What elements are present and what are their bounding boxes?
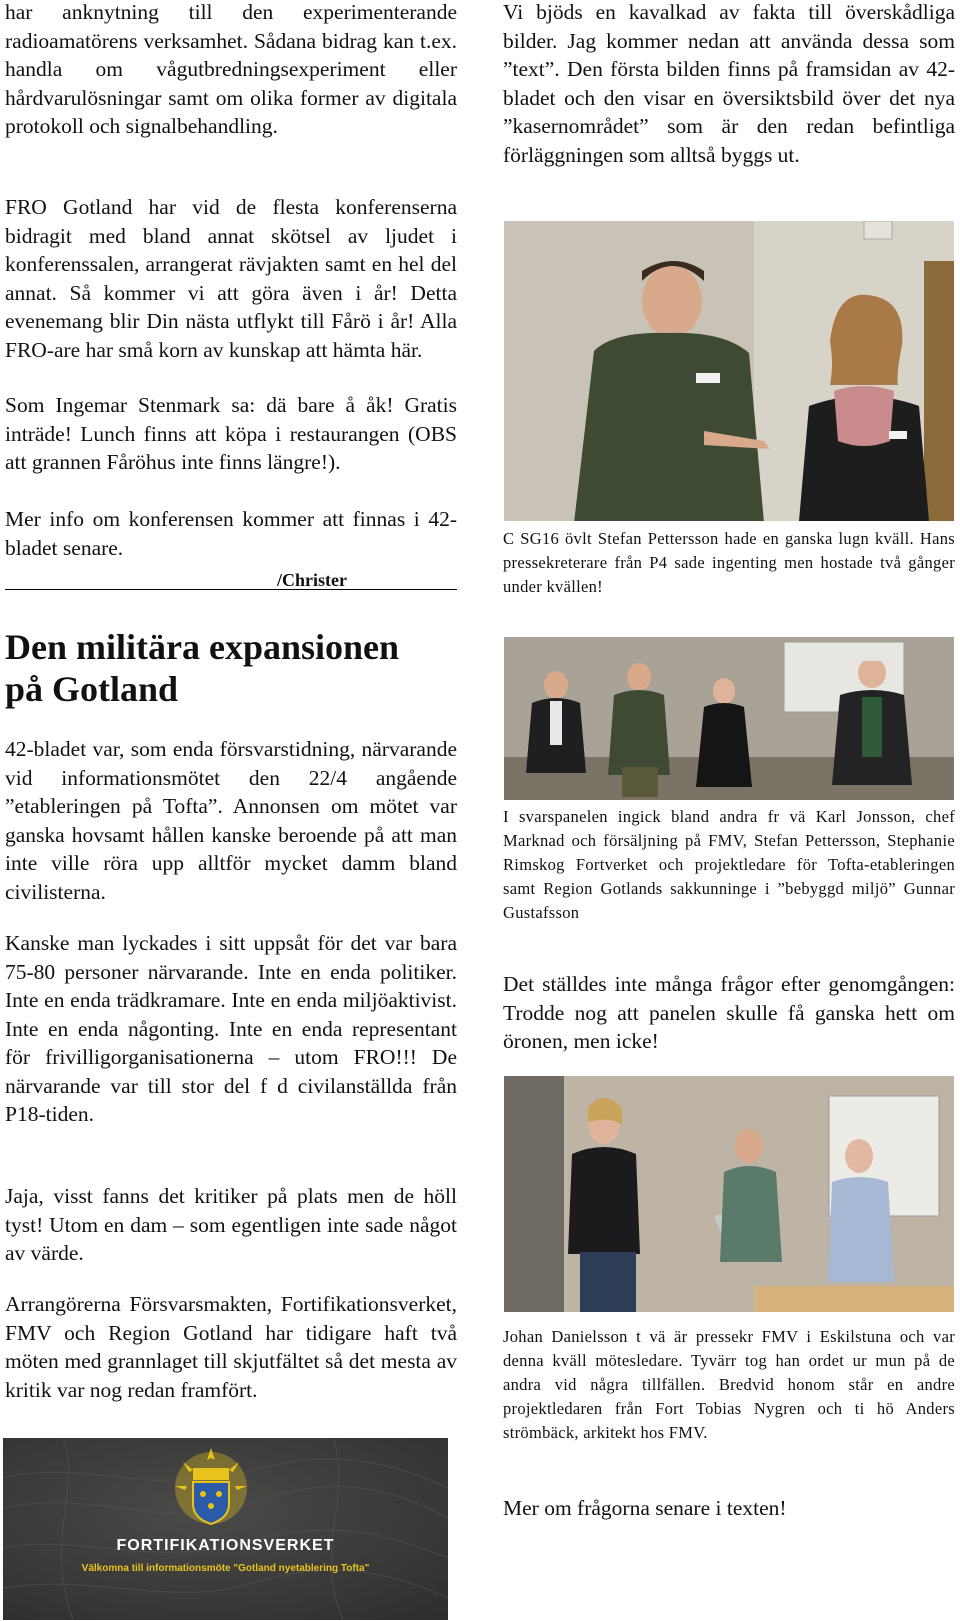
photo-speakers bbox=[504, 1076, 954, 1312]
article-heading bbox=[5, 626, 457, 710]
article-paragraph: Som Ingemar Stenmark sa: dä bare å åk! Gratis inträde! Lunch finns att köpa i restaurangen (OBS att grannen Fåröhus inte finns längre!). bbox=[5, 393, 457, 474]
slide-background bbox=[3, 1438, 448, 1620]
article-paragraph: Det ställdes inte många frågor efter genomgången: Trodde nog att panelen skulle få ganska hett om öronen, men icke! bbox=[503, 972, 955, 1053]
article-paragraph: Arrangörerna Försvarsmakten, Fortifikationsverket, FMV och Region Gotland har tidigare haft två möten med grannlaget till skjutfältet så det mesta av kritik var nog redan framfört. bbox=[5, 1292, 457, 1402]
article-paragraph: Mer om frågorna senare i texten! bbox=[503, 1496, 787, 1520]
photo-image bbox=[504, 1076, 954, 1312]
article-paragraph: Kanske man lyckades i sitt uppsåt för det var bara 75-80 personer närvarande. Inte en enda politiker. Inte en enda trädkramare. Inte en enda miljöaktivist. Inte en enda någonting. Inte en enda representant för frivilligorganisationerna – utom FRO!!! De närvarande var till stor del f d civilanställda från P18-tiden. bbox=[5, 931, 457, 1126]
photo-caption: I svarspanelen ingick bland andra fr vä Karl Jonsson, chef Marknad och försäljning på FMV, Stefan Pettersson, Stephanie Rimskog Fortverket och projektledare för Tofta-etableringen samt Region Gotlands sakkunninge i ”bebyggd miljö” Gunnar Gustafsson bbox=[503, 807, 955, 922]
photo-stefan-pettersson bbox=[504, 221, 954, 521]
photo-panel bbox=[504, 637, 954, 800]
article-paragraph: Jaja, visst fanns det kritiker på plats men de höll tyst! Utom en dam – som egentligen inte sade något av värde. bbox=[5, 1184, 457, 1265]
photo-image bbox=[504, 221, 954, 521]
photo-caption: C SG16 övlt Stefan Pettersson hade en ganska lugn kväll. Hans pressekreterare från P4 sade ingenting men hostade två gånger under kvällen! bbox=[503, 529, 955, 596]
slide-welcome-text: Välkomna till informationsmöte "Gotland nyetablering Tofta" bbox=[81, 1563, 370, 1574]
article-paragraph: Vi bjöds en kavalkad av fakta till överskådliga bilder. Jag kommer nedan att använda dessa som ”text”. Den första bilden finns på framsidan av 42-bladet och den visar en översiktsbild över det nya ”kasernområdet” som är den redan befintliga förläggningen som alltså byggs ut. bbox=[503, 0, 955, 167]
photo-image bbox=[504, 637, 954, 800]
slide-org-name: FORTIFIKATIONSVERKET bbox=[116, 1537, 335, 1554]
author-signature: /Christer bbox=[277, 570, 347, 590]
photo-caption: Johan Danielsson t vä är pressekr FMV i Eskilstuna och var denna kväll mötesledare. Tyvärr tog han ordet ur mun på de andra vid några tillfällen. Bredvid honom står en andre projektledaren från Fort Tobias Nygren och ti hö Anders strömbäck, arkitekt hos FMV. bbox=[503, 1327, 955, 1442]
slide-photo bbox=[3, 1438, 448, 1620]
article-paragraph: FRO Gotland har vid de flesta konferenserna bidragit med bland annat skötsel av ljudet i konferenssalen, arrangerat rävjakten samt en hel del annat. Så kommer vi att göra även i år! Detta evenemang blir Din nästa utflykt till Fårö i år! Alla FRO-are har små korn av kunskap att hämta här. bbox=[5, 195, 457, 362]
article-paragraph: har anknytning till den experimenterande radioamatörens verksamhet. Sådana bidrag kan t.ex. handla om vågutbredningsexperiment eller hårdvarulösningar samt om olika former av digitala protokoll och signalbehandling. bbox=[5, 0, 457, 138]
heading-line: Den militära expansionen bbox=[5, 627, 400, 667]
divider bbox=[5, 589, 457, 590]
signature-line bbox=[5, 570, 457, 600]
article-paragraph: Mer info om konferensen kommer att finnas i 42-bladet senare. bbox=[5, 507, 457, 560]
article-paragraph: 42-bladet var, som enda försvarstidning, närvarande vid informationsmötet den 22/4 angående ”etableringen på Tofta”. Annonsen om mötet var ganska hovsamt hållen kanske beroende på att man inte ville röra upp alltför mycket damm bland civilisterna. bbox=[5, 737, 457, 904]
heading-line: på Gotland bbox=[5, 669, 179, 709]
